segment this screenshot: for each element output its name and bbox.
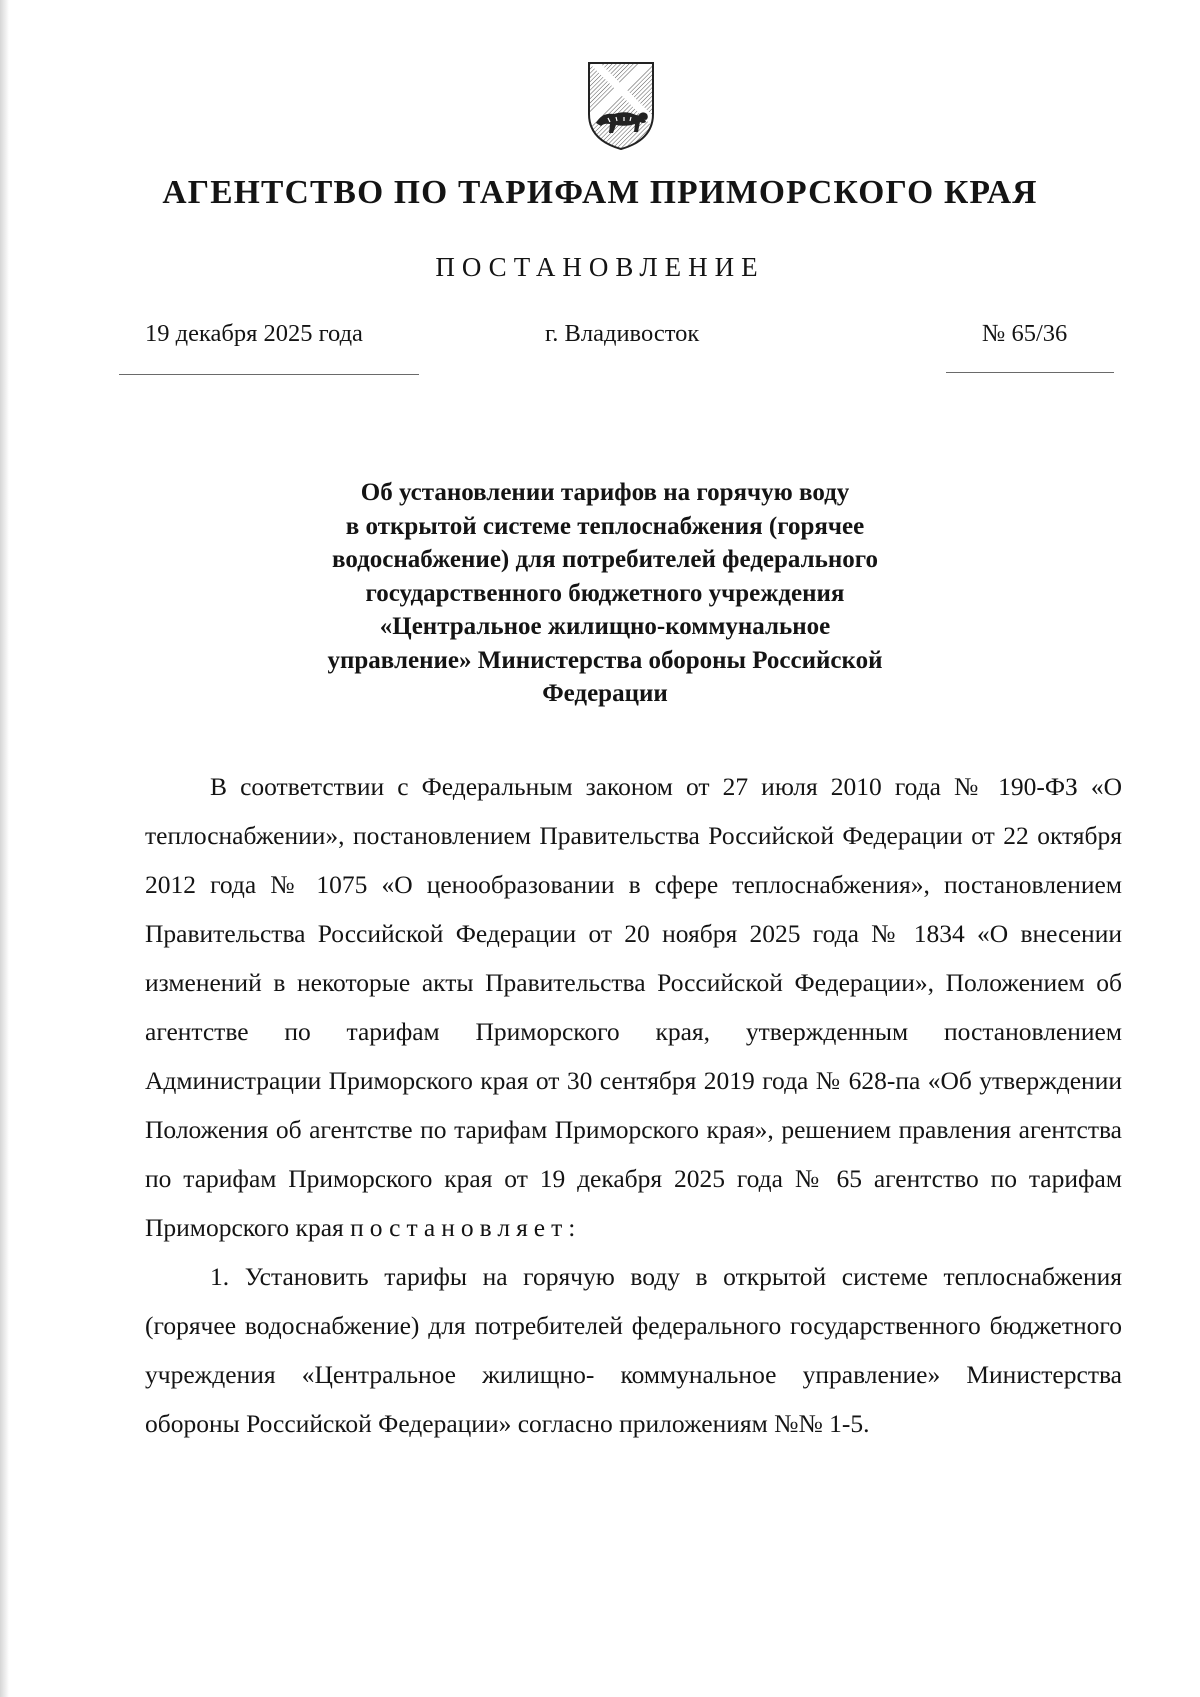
date-underline	[119, 374, 419, 375]
title-line: водоснабжение) для потребителей федерального	[332, 546, 878, 573]
number-underline	[946, 372, 1114, 373]
preamble-text: В соответствии с Федеральным законом от 27 июля 2010 года № 190-ФЗ «О теплоснабжении», постановлением Правительства Российской Федерации от 22 октября 2012 года № 1075 «О ценообразовании в сфере теплоснабжения», постановлением Правительства Российской Федерации от 20 ноября 2025 года № 1834 «О внесении изменений в некоторые акты Правительства Российской Федерации», Положением об агентстве по тарифам Приморского края, утвержденным постановлением Администрации Приморского края от 30 сентября 2019 года № 628-па «Об утверждении Положения об агентстве по тарифам Приморского края», решением правления агентства по тарифам Приморского края от 19 декабря 2025 года № 65 агентство по тарифам Приморского края	[145, 772, 1122, 1242]
title-line: в открытой системе теплоснабжения (горячее	[345, 512, 865, 540]
title-line: Об установлении тарифов на горячую воду	[360, 479, 850, 506]
agency-title: АГЕНТСТВО ПО ТАРИФАМ ПРИМОРСКОГО КРАЯ	[162, 174, 1038, 211]
coat-of-arms-icon	[586, 60, 656, 152]
clause-1-paragraph: 1. Установить тарифы на горячую воду в открытой системе теплоснабжения (горячее водоснабжение) для потребителей федерального государственного бюджетного учреждения «Центральное жилищно- коммунальное управление» Министерства обороны Российской Федерации» согласно приложениям №№ 1-5.	[145, 1262, 1122, 1438]
title-line: управление» Министерства обороны Российской	[327, 646, 883, 674]
preamble-paragraph	[145, 762, 1122, 1252]
document-subject-title	[250, 476, 960, 711]
title-line: государственного бюджетного учреждения	[365, 579, 845, 607]
title-line: «Центральное жилищно-коммунальное	[379, 613, 831, 640]
document-number: № 65/36	[982, 320, 1068, 347]
document-type: ПОСТАНОВЛЕНИЕ	[435, 252, 765, 282]
document-body	[145, 762, 1122, 1448]
decree-word: постановляет:	[350, 1213, 582, 1242]
document-city: г. Владивосток	[545, 320, 700, 347]
title-line: Федерации	[542, 680, 668, 707]
document-date: 19 декабря 2025 года	[145, 320, 363, 347]
